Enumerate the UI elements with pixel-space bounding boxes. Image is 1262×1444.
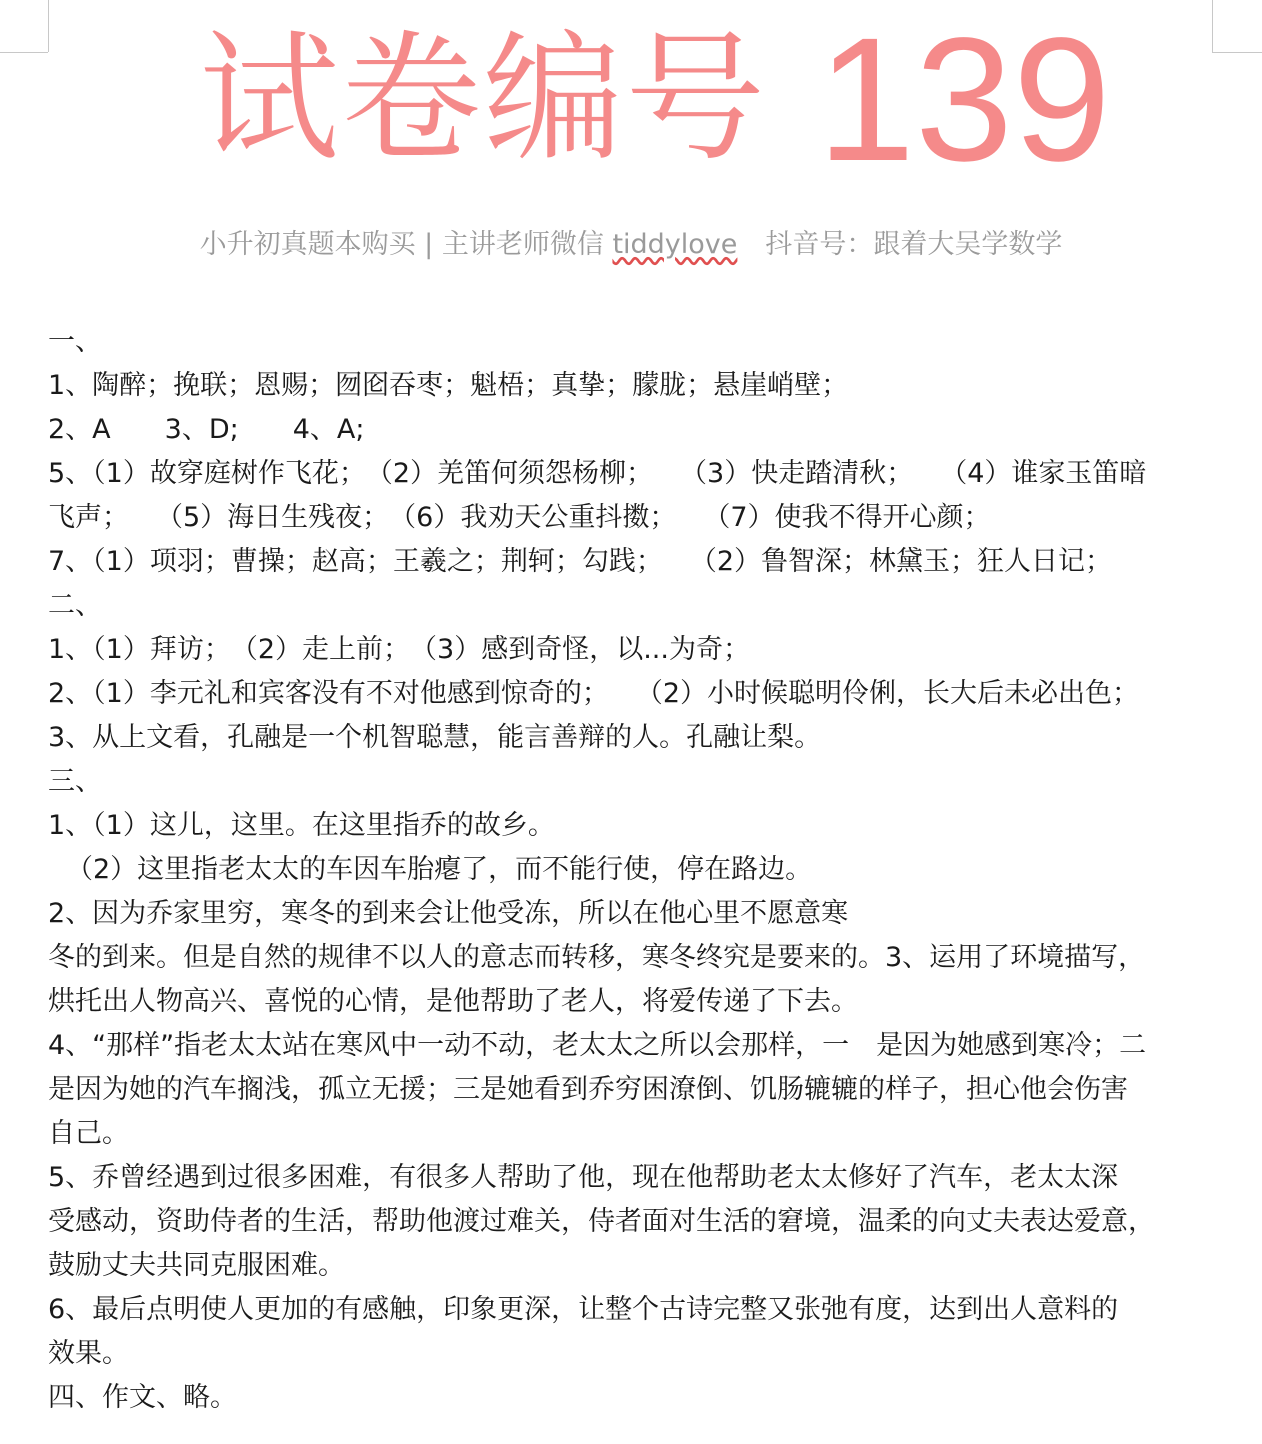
answer-line: 冬的到来。但是自然的规律不以人的意志而转移，寒冬终究是要来的。3、运用了环境描写， [48,942,1146,973]
answer-line: 1、（1）拜访； （2）走上前； （3）感到奇怪，以...为奇； [48,634,750,665]
answer-line: 7、（1）项羽；曹操；赵高；王羲之；荆轲；勾践； （2）鲁智深；林黛玉；狂人日记； [48,546,1113,577]
answer-line: 烘托出人物高兴、喜悦的心情，是他帮助了老人，将爱传递了下去。 [48,986,858,1017]
answer-line: 2、A 3、D; 4、A; [48,414,365,445]
paper-number-banner [70,0,1240,200]
answer-line: 效果。 [48,1338,129,1369]
answer-line: 飞声； （5）海日生残夜； （6）我劝天公重抖擞； （7）使我不得开心颜； [48,502,991,533]
answer-line: 是因为她的汽车搁浅，孤立无援；三是她看到乔穷困潦倒、饥肠辘辘的样子，担心他会伤害 [48,1074,1128,1105]
answer-content [48,320,1214,1420]
answer-line: 1、陶醉；挽联；恩赐；囫囵吞枣；魁梧；真挚；朦胧；悬崖峭壁； [48,370,849,401]
answer-line: 2、（1）李元礼和宾客没有不对他感到惊奇的； （2）小时候聪明伶俐，长大后未必出色； [48,678,1140,709]
answer-line: （2）这里指老太太的车因车胎瘪了，而不能行使，停在路边。 [66,854,813,885]
answer-line: 鼓励丈夫共同克服困难。 [48,1250,345,1281]
answer-line: 自己。 [48,1118,129,1149]
answer-line: 二、 [48,590,102,621]
promo-subtitle [0,222,1262,261]
subtitle-left: 小升初真题本购买 | 主讲老师微信 [199,229,613,260]
answer-line: 四、作文、略。 [48,1382,237,1413]
answer-line: 受感动，资助侍者的生活，帮助他渡过难关，侍者面对生活的窘境，温柔的向丈夫表达爱意， [48,1206,1155,1237]
wechat-id: tiddylove [612,229,738,260]
answer-line: 一、 [48,326,102,357]
subtitle-right: 抖音号：跟着大吴学数学 [765,229,1063,260]
answer-line: 3、从上文看，孔融是一个机智聪慧，能言善辩的人。孔融让梨。 [48,722,822,753]
answer-line: 5、乔曾经遇到过很多困难，有很多人帮助了他，现在他帮助老太太修好了汽车，老太太深 [48,1162,1119,1193]
banner-number: 139 [817,2,1111,198]
answer-line: 2、因为乔家里穷，寒冬的到来会让他受冻，所以在他心里不愿意寒 [48,898,849,929]
answer-line: 4、“那样”指老太太站在寒风中一动不动，老太太之所以会那样，一 是因为她感到寒冷；二 [48,1030,1147,1061]
answer-line: 1、（1）这儿，这里。在这里指乔的故乡。 [48,810,555,841]
banner-title: 试卷编号 [199,18,768,181]
crop-mark-top-left-horizontal [0,52,48,53]
crop-mark-top-left-vertical [48,0,49,52]
answer-line: 5、（1）故穿庭树作飞花； （2）羌笛何须怨杨柳； （3）快走踏清秋； （4）谁家玉笛暗 [48,458,1147,489]
answer-line: 三、 [48,766,102,797]
answer-line: 6、最后点明使人更加的有感触，印象更深，让整个古诗完整又张弛有度，达到出人意料的 [48,1294,1119,1325]
